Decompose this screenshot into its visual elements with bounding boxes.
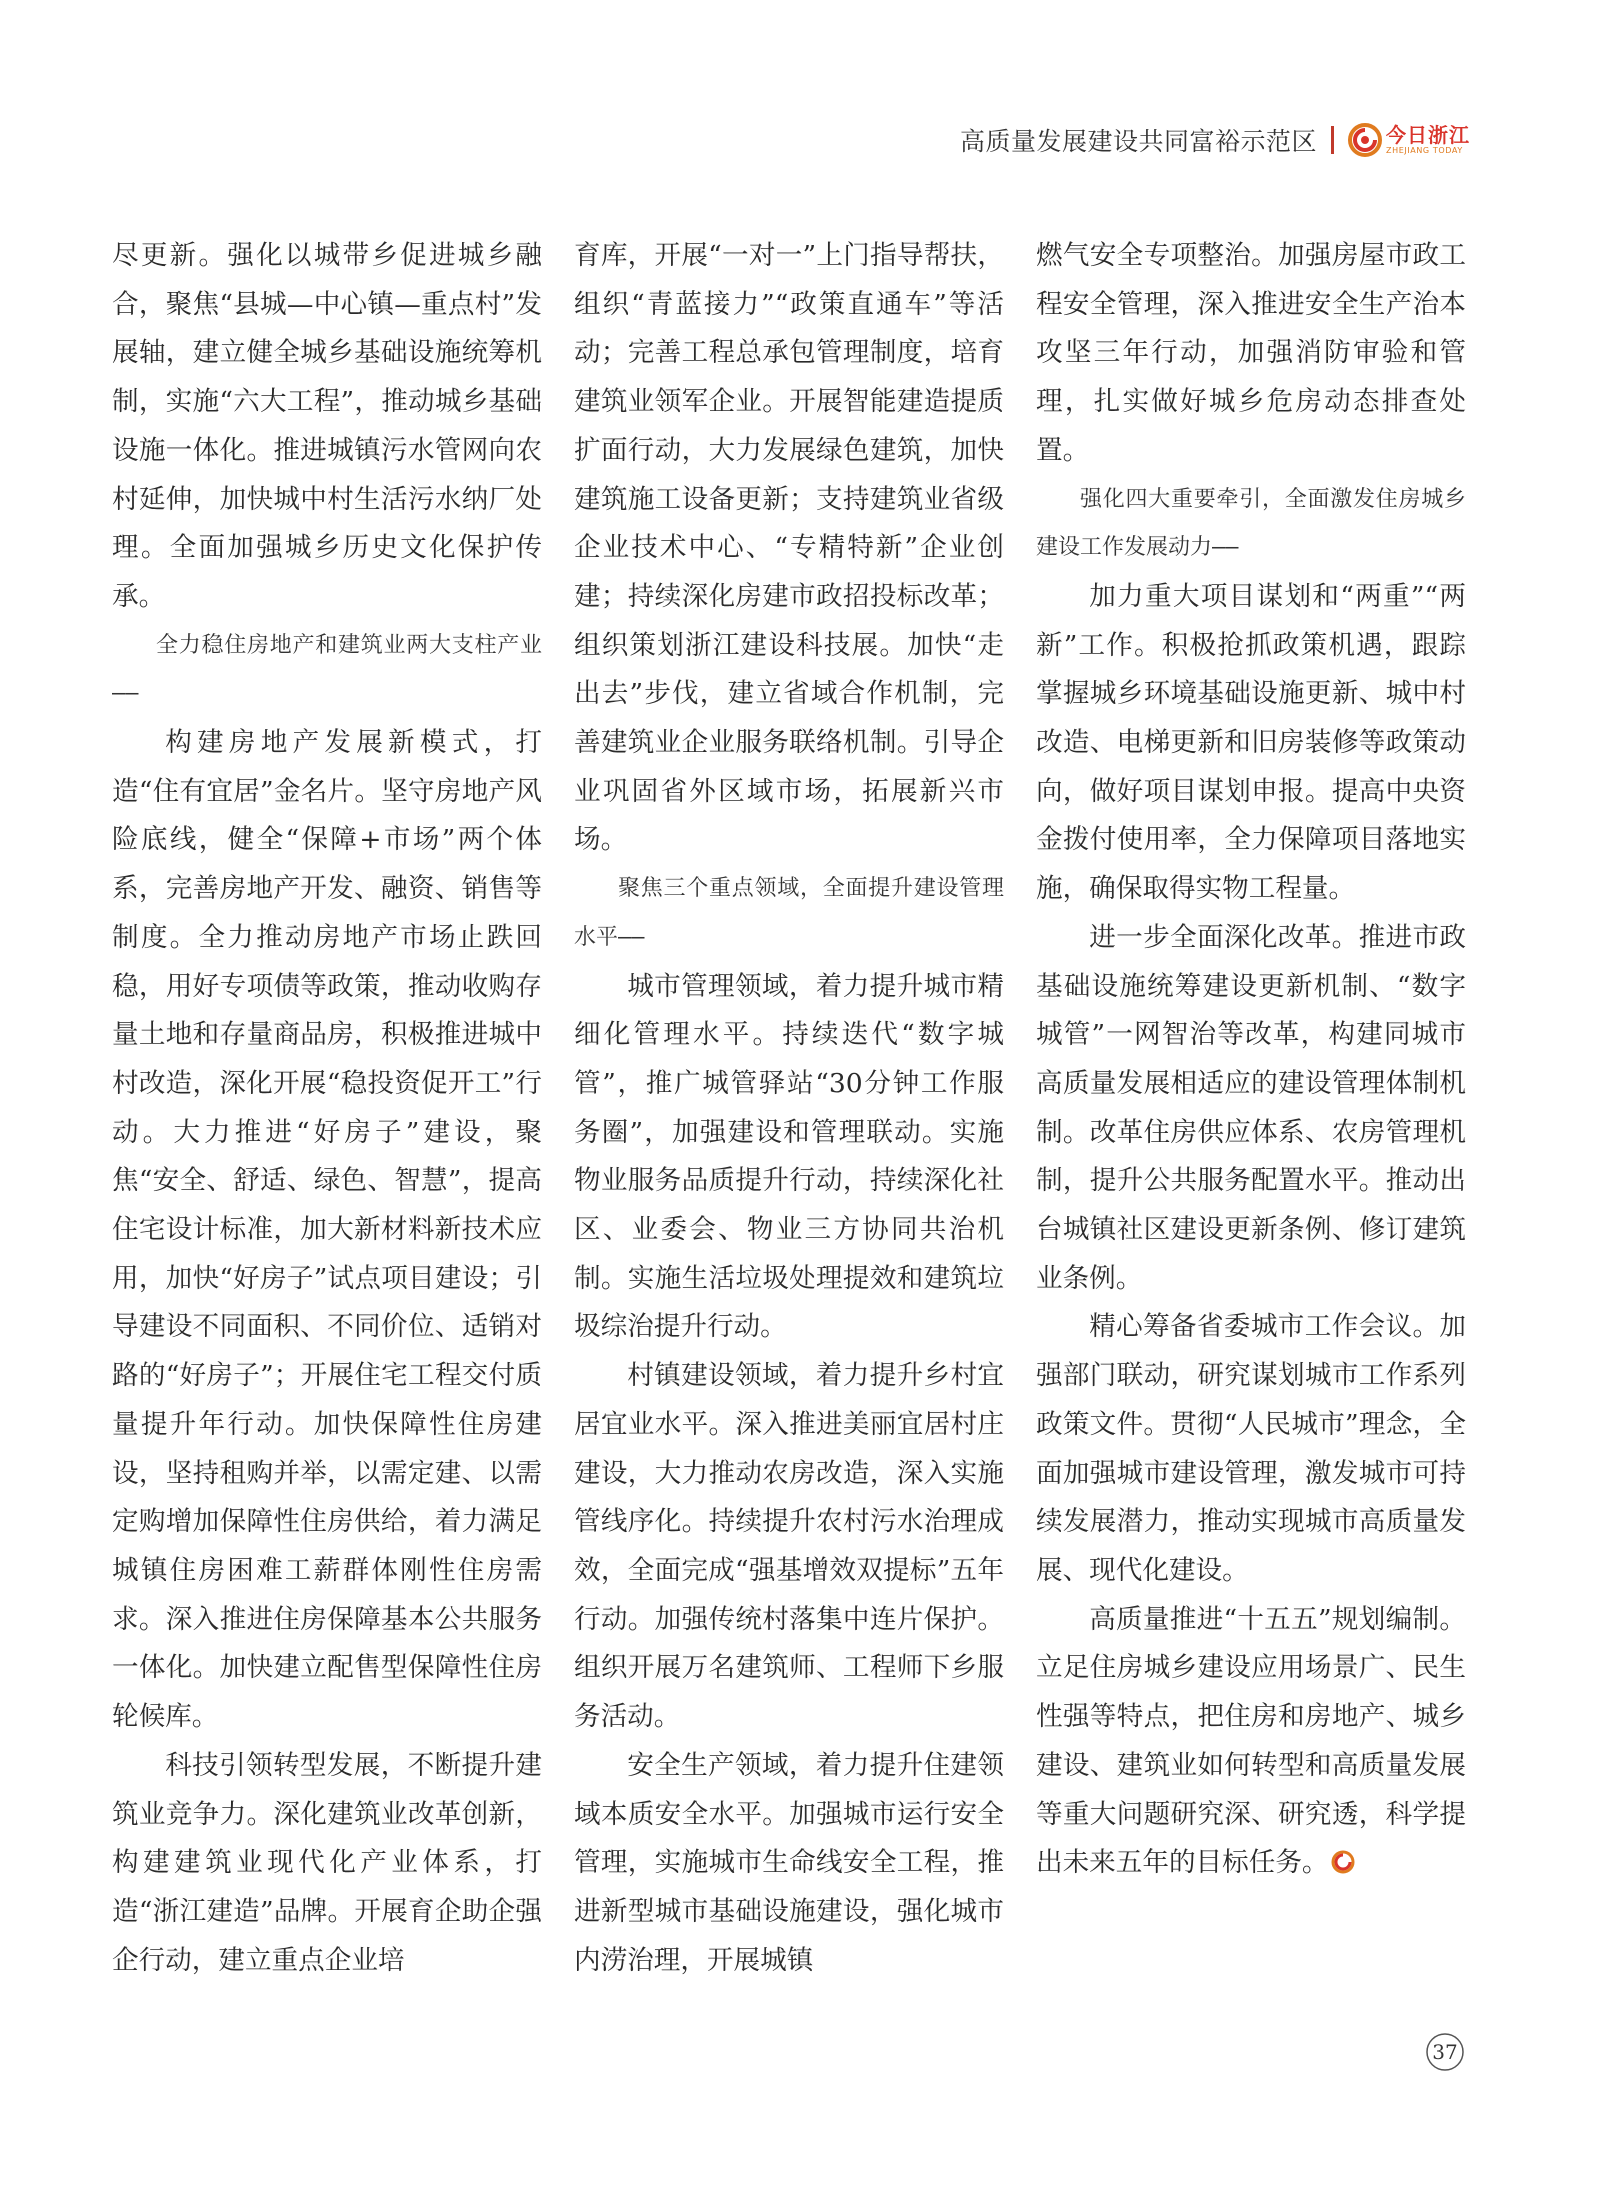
paragraph-last: [1036, 1596, 1466, 1888]
paragraph: 进一步全面深化改革。推进市政基础设施统筹建设更新机制、“数字城管”一网智治等改革，构建同城市高质量发展相适应的建设管理体制机制。改革住房供应体系、农房管理机制，提升公共服务配置水平。推动出台城镇社区建设更新条例、修订建筑业条例。: [1036, 921, 1466, 1294]
page-header: [960, 118, 1470, 162]
magazine-logo: [1348, 123, 1470, 157]
paragraph: 加力重大项目谋划和“两重”“两新”工作。积极抢抓政策机遇，跟踪掌握城乡环境基础设施更新、城中村改造、电梯更新和旧房装修等政策动向，做好项目谋划申报。提高中央资金拨付使用率，全力保障项目落地实施，确保取得实物工程量。: [1036, 580, 1466, 905]
paragraph: 村镇建设领域，着力提升乡村宜居宜业水平。深入推进美丽宜居村庄建设，大力推动农房改造，深入实施管线序化。持续提升农村污水治理成效，全面完成“强基增效双提标”五年行动。加强传统村落集中连片保护。组织开展万名建筑师、工程师下乡服务活动。: [574, 1360, 1004, 1733]
paragraph: 构建房地产发展新模式，打造“住有宜居”金名片。坚守房地产风险底线，健全“保障+市场”两个体系，完善房地产开发、融资、销售等制度。全力推动房地产市场止跌回稳，用好专项债等政策，推动收购存量土地和存量商品房，积极推进城中村改造，深化开展“稳投资促开工”行动。大力推进“好房子”建设，聚焦“安全、舒适、绿色、智慧”，提高住宅设计标准，加大新材料新技术应用，加快“好房子”试点项目建设；引导建设不同面积、不同价位、适销对路的“好房子”；开展住宅工程交付质量提升年行动。加快保障性住房建设，坚持租购并举，以需定建、以需定购增加保障性住房供给，着力满足城镇住房困难工薪群体刚性住房需求。深入推进住房保障基本公共服务一体化。加快建立配售型保障性住房轮候库。: [112, 727, 542, 1733]
page-number: 37: [1432, 2040, 1458, 2064]
logo-chinese-name: 今日浙江: [1386, 123, 1470, 147]
paragraph: 城市管理领域，着力提升城市精细化管理水平。持续迭代“数字城管”，推广城管驿站“30分钟工作服务圈”，加强建设和管理联动。实施物业服务品质提升行动，持续深化社区、业委会、物业三方协同共治机制。实施生活垃圾处理提效和建筑垃圾综治提升行动。: [574, 970, 1004, 1343]
paragraph: 科技引领转型发展，不断提升建筑业竞争力。深化建筑业改革创新，构建建筑业现代化产业体系，打造“浙江建造”品牌。开展育企助企强企行动，建立重点企业培: [112, 1749, 542, 1976]
article-end-icon: [1331, 1850, 1355, 1874]
article-column-3: [1036, 232, 1466, 1888]
section-title: 高质量发展建设共同富裕示范区: [959, 127, 1317, 156]
logo-english-name: ZHEJIANG TODAY: [1386, 146, 1463, 155]
paragraph: 燃气安全专项整治。加强房屋市政工程安全管理，深入推进安全生产治本攻坚三年行动，加强消防审验和管理，扎实做好城乡危房动态排查处置。: [1036, 240, 1466, 466]
paragraph: 精心筹备省委城市工作会议。加强部门联动，研究谋划城市工作系列政策文件。贯彻“人民城市”理念，全面加强城市建设管理，激发城市可持续发展潜力，推动实现城市高质量发展、现代化建设。: [1036, 1311, 1466, 1586]
logo-swirl-icon: [1348, 123, 1382, 157]
paragraph: 尽更新。强化以城带乡促进城乡融合，聚焦“县城—中心镇—重点村”发展轴，建立健全城乡基础设施统筹机制，实施“六大工程”，推动城乡基础设施一体化。推进城镇污水管网向农村延伸，加快城中村生活污水纳厂处理。全面加强城乡历史文化保护传承。: [112, 240, 542, 612]
article-column-1: [112, 232, 542, 1985]
subheading: 全力稳住房地产和建筑业两大支柱产业——: [112, 632, 542, 707]
paragraph: 育库，开展“一对一”上门指导帮扶，组织“青蓝接力”“政策直通车”等活动；完善工程总承包管理制度，培育建筑业领军企业。开展智能建造提质扩面行动，大力发展绿色建筑，加快建筑施工设备更新；支持建筑业省级企业技术中心、“专精特新”企业创建；持续深化房建市政招投标改革；组织策划浙江建设科技展。加快“走出去”步伐，建立省域合作机制，完善建筑业企业服务联络机制。引导企业巩固省外区域市场，拓展新兴市场。: [574, 240, 1004, 856]
paragraph: 安全生产领域，着力提升住建领域本质安全水平。加强城市运行安全管理，实施城市生命线安全工程，推进新型城市基础设施建设，强化城市内涝治理，开展城镇: [574, 1749, 1004, 1976]
subheading: 强化四大重要牵引，全面激发住房城乡建设工作发展动力——: [1036, 486, 1466, 561]
paragraph-text: 高质量推进“十五五”规划编制。立足住房城乡建设应用场景广、民生性强等特点，把住房和房地产、城乡建设、建筑业如何转型和高质量发展等重大问题研究深、研究透，科学提出未来五年的目标任务。: [1036, 1603, 1466, 1879]
header-divider: [1331, 126, 1334, 154]
article-column-2: [574, 232, 1004, 1985]
page-number-badge: [1425, 2032, 1465, 2072]
subheading: 聚焦三个重点领域，全面提升建设管理水平——: [574, 876, 1004, 950]
